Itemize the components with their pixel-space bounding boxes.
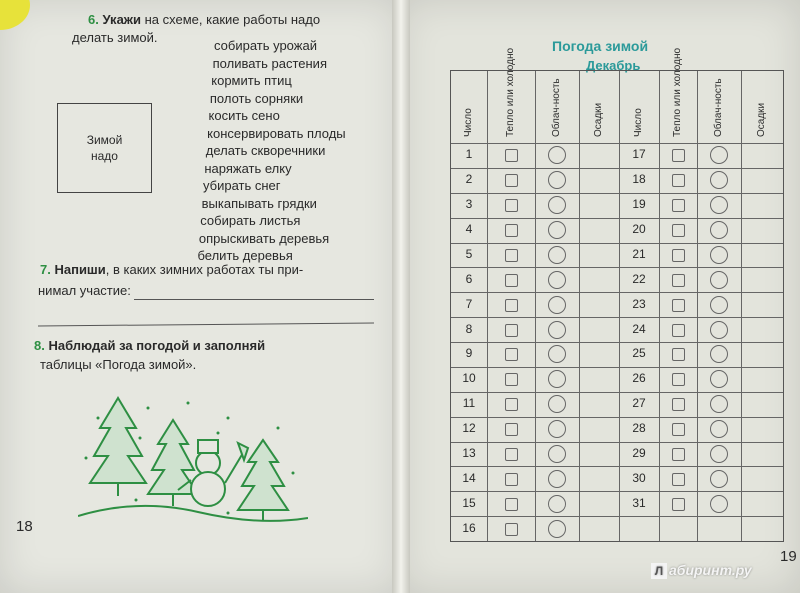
temperature-checkbox[interactable] — [505, 523, 518, 536]
day-number: 16 — [462, 520, 476, 535]
temperature-checkbox[interactable] — [505, 423, 518, 436]
day-number: 8 — [465, 321, 473, 336]
task6-bold: Укажи — [102, 12, 142, 27]
cloudiness-circle[interactable] — [710, 321, 728, 339]
temperature-checkbox[interactable] — [505, 274, 518, 287]
day-number: 30 — [632, 470, 646, 485]
temperature-checkbox[interactable] — [672, 348, 685, 361]
temperature-checkbox[interactable] — [672, 199, 685, 212]
day-number: 1 — [465, 147, 473, 162]
day-number: 28 — [632, 421, 646, 436]
table-row-divider — [451, 417, 783, 418]
cloudiness-circle[interactable] — [548, 445, 566, 463]
cloudiness-circle[interactable] — [548, 171, 566, 189]
table-row-divider — [451, 392, 783, 393]
work-item[interactable]: кормить птиц — [211, 73, 292, 88]
temperature-checkbox[interactable] — [672, 249, 685, 262]
task6-text2: делать зимой. — [72, 30, 158, 45]
cloudiness-circle[interactable] — [548, 420, 566, 438]
cloudiness-circle[interactable] — [548, 520, 566, 538]
task6-heading — [88, 12, 320, 27]
cloudiness-circle[interactable] — [548, 246, 566, 264]
temperature-checkbox[interactable] — [672, 398, 685, 411]
task7-number: 7. — [40, 262, 51, 277]
cloudiness-circle[interactable] — [548, 470, 566, 488]
fir-tree-left — [90, 398, 146, 496]
temperature-checkbox[interactable] — [672, 149, 685, 162]
table-row-divider — [451, 516, 783, 517]
temperature-checkbox[interactable] — [505, 224, 518, 237]
table-column-header: Осадки — [756, 102, 767, 137]
cloudiness-circle[interactable] — [548, 221, 566, 239]
page-number-left: 18 — [16, 518, 33, 535]
table-column-divider — [741, 71, 742, 541]
day-number: 6 — [465, 271, 473, 286]
temperature-checkbox[interactable] — [672, 274, 685, 287]
table-row-divider — [451, 267, 783, 268]
temperature-checkbox[interactable] — [505, 498, 518, 511]
cloudiness-circle[interactable] — [548, 345, 566, 363]
table-row-divider — [451, 342, 783, 343]
day-number: 31 — [632, 495, 646, 510]
task6-text1: на схеме, какие работы надо — [141, 12, 321, 27]
day-number: 5 — [465, 246, 473, 261]
temperature-checkbox[interactable] — [505, 348, 518, 361]
answer-line-2[interactable] — [38, 323, 374, 327]
task7-bold: Напиши — [54, 262, 106, 277]
day-number: 23 — [632, 296, 646, 311]
cloudiness-circle[interactable] — [710, 395, 728, 413]
cloudiness-circle[interactable] — [710, 495, 728, 513]
cloudiness-circle[interactable] — [548, 495, 566, 513]
day-number: 10 — [462, 371, 476, 386]
answer-line-1[interactable] — [134, 299, 374, 300]
table-column-header: Облач-ность — [551, 78, 562, 137]
table-column-header: Число — [633, 108, 644, 137]
table-column-header: Облач-ность — [713, 78, 724, 137]
day-number: 25 — [632, 346, 646, 361]
day-number: 22 — [632, 271, 646, 286]
table-subtitle: Декабрь — [586, 58, 641, 73]
temperature-checkbox[interactable] — [505, 473, 518, 486]
day-number: 11 — [462, 396, 476, 411]
day-number: 13 — [462, 445, 476, 460]
day-number: 7 — [465, 296, 473, 311]
day-number: 19 — [632, 197, 646, 212]
table-row-divider — [451, 317, 783, 318]
temperature-checkbox[interactable] — [505, 398, 518, 411]
temperature-checkbox[interactable] — [505, 149, 518, 162]
task8-number: 8. — [34, 338, 45, 353]
temperature-checkbox[interactable] — [505, 373, 518, 386]
table-row-divider — [451, 218, 783, 219]
cloudiness-circle[interactable] — [710, 221, 728, 239]
table-column-divider — [487, 71, 488, 541]
temperature-checkbox[interactable] — [672, 174, 685, 187]
work-item[interactable]: косить сено — [208, 108, 280, 123]
cloudiness-circle[interactable] — [710, 271, 728, 289]
work-item[interactable]: наряжать елку — [204, 160, 292, 176]
cloudiness-circle[interactable] — [710, 296, 728, 314]
table-column-divider — [659, 71, 660, 541]
day-number: 17 — [632, 147, 646, 162]
day-number: 14 — [462, 470, 476, 485]
work-item[interactable]: выкапывать грядки — [201, 195, 317, 211]
day-number: 15 — [462, 495, 476, 510]
work-item[interactable]: консервировать плоды — [207, 125, 346, 141]
table-column-header: Осадки — [593, 102, 604, 137]
cloudiness-circle[interactable] — [710, 196, 728, 214]
temperature-checkbox[interactable] — [505, 199, 518, 212]
table-column-divider — [697, 71, 698, 541]
table-column-divider — [579, 71, 580, 541]
table-column-header: Тепло или холодно — [672, 47, 683, 137]
task7-text2: нимал участие: — [38, 283, 131, 298]
watermark-text: абиринт.ру — [669, 562, 752, 578]
table-row-divider — [451, 292, 783, 293]
temperature-checkbox[interactable] — [672, 448, 685, 461]
cloudiness-circle[interactable] — [710, 171, 728, 189]
cloudiness-circle[interactable] — [710, 445, 728, 463]
day-number: 9 — [465, 346, 473, 361]
cloudiness-circle[interactable] — [710, 420, 728, 438]
temperature-checkbox[interactable] — [672, 473, 685, 486]
day-number: 2 — [465, 172, 473, 187]
work-item[interactable]: опрыскивать деревья — [198, 230, 330, 246]
table-row-divider — [451, 491, 783, 492]
task8-heading — [34, 338, 265, 353]
work-item[interactable]: собирать урожай — [214, 38, 317, 53]
snowman — [178, 440, 248, 506]
work-item[interactable]: белить деревья — [197, 248, 293, 263]
task6-number: 6. — [88, 12, 99, 27]
task7-text1: , в каких зимних работах ты при- — [105, 262, 304, 277]
table-row-divider — [451, 442, 783, 443]
temperature-checkbox[interactable] — [505, 249, 518, 262]
watermark — [651, 562, 752, 579]
day-number: 29 — [632, 445, 646, 460]
temperature-checkbox[interactable] — [505, 324, 518, 337]
task8-text2: таблицы «Погода зимой». — [40, 357, 197, 372]
cloudiness-circle[interactable] — [710, 146, 728, 164]
cloudiness-circle[interactable] — [548, 395, 566, 413]
day-number: 18 — [632, 172, 646, 187]
table-row-divider — [451, 243, 783, 244]
table-row-divider — [451, 168, 783, 169]
table-row-divider — [451, 466, 783, 467]
cloudiness-circle[interactable] — [548, 196, 566, 214]
box-line2: надо — [91, 149, 118, 163]
temperature-checkbox[interactable] — [672, 498, 685, 511]
table-header-divider — [451, 143, 783, 144]
task7-heading — [40, 262, 375, 277]
day-number: 4 — [465, 222, 473, 237]
right-page — [400, 0, 800, 593]
table-column-header: Число — [463, 108, 474, 137]
day-number: 24 — [632, 321, 646, 336]
table-column-divider — [619, 71, 620, 541]
table-row-divider — [451, 367, 783, 368]
table-row-divider — [451, 193, 783, 194]
watermark-logo-icon: Л — [651, 563, 667, 579]
temperature-checkbox[interactable] — [672, 423, 685, 436]
work-item[interactable]: делать скворечники — [205, 143, 326, 158]
temperature-checkbox[interactable] — [672, 224, 685, 237]
cloudiness-circle[interactable] — [548, 146, 566, 164]
box-line1: Зимой — [86, 133, 123, 147]
work-item[interactable]: поливать растения — [212, 55, 327, 71]
work-item[interactable]: убирать снег — [203, 178, 281, 193]
cloudiness-circle[interactable] — [548, 296, 566, 314]
work-item[interactable]: собирать листья — [200, 213, 301, 228]
cloudiness-circle[interactable] — [710, 370, 728, 388]
page-number-right: 19 — [780, 548, 797, 565]
table-column-header: Тепло или холодно — [505, 47, 516, 137]
temperature-checkbox[interactable] — [672, 299, 685, 312]
cloudiness-circle[interactable] — [548, 370, 566, 388]
day-number: 27 — [632, 396, 646, 411]
temperature-checkbox[interactable] — [505, 299, 518, 312]
yellow-object — [0, 0, 30, 30]
temperature-checkbox[interactable] — [505, 174, 518, 187]
temperature-checkbox[interactable] — [672, 324, 685, 337]
table-column-divider — [535, 71, 536, 541]
winter-illustration — [78, 388, 308, 528]
day-number: 20 — [632, 222, 646, 237]
day-number: 3 — [465, 197, 473, 212]
cloudiness-circle[interactable] — [548, 271, 566, 289]
temperature-checkbox[interactable] — [672, 373, 685, 386]
book-spine — [392, 0, 410, 593]
table-title: Погода зимой — [552, 38, 649, 54]
work-item[interactable]: полоть сорняки — [209, 90, 304, 106]
task8-text1: Наблюдай за погодой и заполняй — [48, 338, 266, 353]
day-number: 21 — [632, 246, 646, 261]
cloudiness-circle[interactable] — [710, 470, 728, 488]
cloudiness-circle[interactable] — [710, 246, 728, 264]
temperature-checkbox[interactable] — [505, 448, 518, 461]
day-number: 12 — [462, 421, 476, 436]
day-number: 26 — [632, 371, 646, 386]
cloudiness-circle[interactable] — [710, 345, 728, 363]
winter-box[interactable] — [57, 103, 152, 193]
cloudiness-circle[interactable] — [548, 321, 566, 339]
